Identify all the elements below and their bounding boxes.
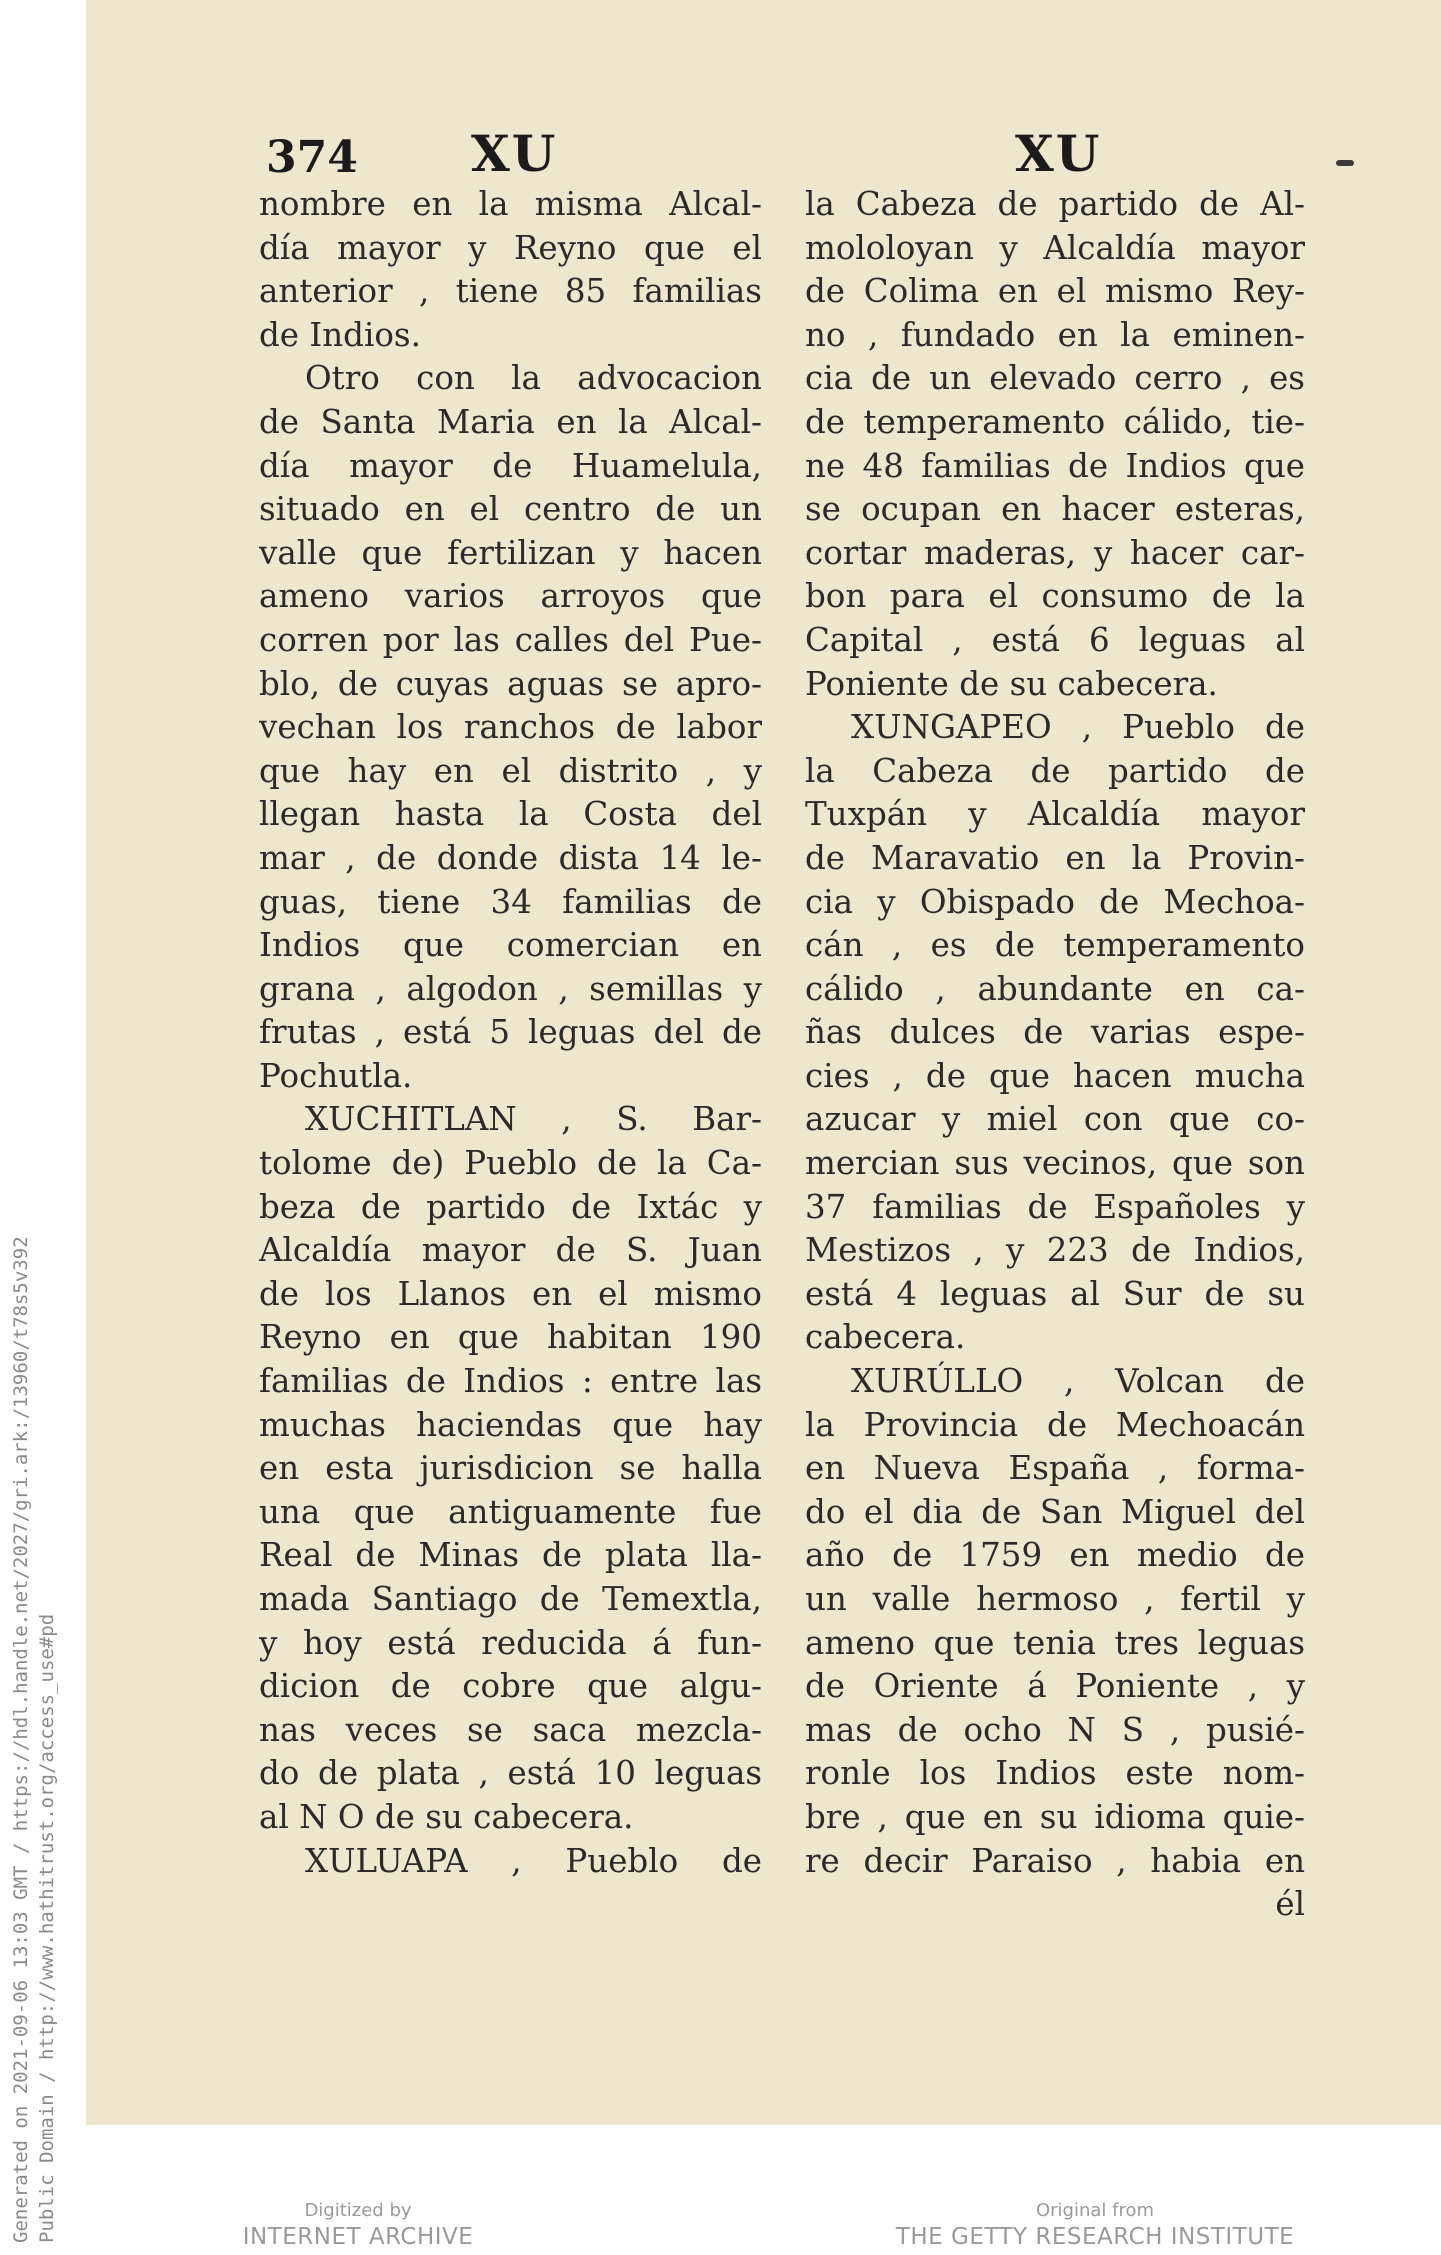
text-line: día mayor de Huamelula, (259, 446, 762, 485)
text-line: de Oriente á Poniente , y (805, 1667, 1305, 1706)
text-line: re decir Paraiso , habia en (805, 1841, 1305, 1880)
text-line: familias de Indios : entre las (259, 1362, 762, 1401)
text-line: nas veces se saca mezcla- (259, 1710, 762, 1749)
text-line: ameno varios arroyos que (259, 577, 762, 616)
text-line: de los Llanos en el mismo (259, 1274, 762, 1313)
running-head-left: XU (471, 124, 558, 183)
text-line: una que antiguamente fue (259, 1492, 762, 1531)
text-line: frutas , está 5 leguas del de (259, 1013, 762, 1052)
text-line: un valle hermoso , fertil y (805, 1580, 1305, 1618)
text-line: no , fundado en la eminen- (805, 315, 1305, 354)
text-line: anterior , tiene 85 familias (259, 272, 762, 311)
text-line: azucar y miel con que co- (805, 1100, 1305, 1139)
text-line: cálido , abundante en ca- (805, 969, 1305, 1008)
text-line: Poniente de su cabecera. (805, 664, 1218, 703)
text-line: tolome de) Pueblo de la Ca- (259, 1144, 762, 1183)
text-line: mercian sus vecinos, que son (805, 1144, 1305, 1183)
text-line: cia de un elevado cerro , es (805, 359, 1305, 398)
text-line: mas de ocho N S , pusié- (805, 1710, 1305, 1749)
text-line: Tuxpán y Alcaldía mayor (805, 795, 1305, 834)
text-line: do de plata , está 10 leguas (259, 1754, 762, 1793)
digitized-by-credit (148, 2200, 568, 2252)
digitized-by-label: Digitized by (304, 2200, 412, 2221)
text-line: cies , de que hacen mucha (805, 1056, 1305, 1095)
text-line: ronle los Indios este nom- (805, 1754, 1305, 1793)
text-line: Otro con la advocacion (305, 359, 762, 398)
text-line: cortar maderas, y hacer car- (805, 533, 1305, 572)
page-number: 374 (266, 132, 358, 183)
text-line: Reyno en que habitan 190 (259, 1318, 762, 1357)
text-line: blo, de cuyas aguas se apro- (259, 664, 762, 703)
text-line: mar , de donde dista 14 le- (259, 838, 762, 877)
text-line: valle que fertilizan y hacen (259, 533, 762, 572)
text-line: bre , que en su idioma quie- (805, 1797, 1305, 1836)
text-line: guas, tiene 34 familias de (259, 882, 762, 921)
text-line: Real de Minas de plata lla- (259, 1536, 762, 1575)
text-line: corren por las calles del Pue- (259, 620, 762, 659)
text-line: al N O de su cabecera. (259, 1797, 634, 1836)
access-notice-line-2: Public Domain / http://www.hathitrust.org/access_use#pd (36, 1613, 58, 2243)
text-line: Capital , está 6 leguas al (805, 620, 1305, 659)
text-line: ameno que tenia tres leguas (805, 1623, 1305, 1662)
text-line: cia y Obispado de Mechoa- (805, 882, 1305, 921)
digitizer-name: INTERNET ARCHIVE (242, 2224, 474, 2250)
source-institution-name: THE GETTY RESEARCH INSTITUTE (895, 2224, 1295, 2250)
text-line: de Santa Maria en la Alcal- (259, 402, 762, 441)
text-line: Indios que comercian en (259, 926, 762, 965)
original-from-credit (885, 2200, 1305, 2252)
text-line: ñas dulces de varias espe- (805, 1013, 1305, 1052)
right-text-column (805, 183, 1305, 1927)
text-line: 37 familias de Españoles y (805, 1187, 1305, 1226)
text-line: llegan hasta la Costa del (259, 795, 762, 834)
text-line: Mestizos , y 223 de Indios, (805, 1231, 1305, 1270)
text-line: día mayor y Reyno que el (259, 228, 762, 267)
text-line: de Colima en el mismo Rey- (805, 272, 1305, 311)
text-line: dicion de cobre que algu- (259, 1667, 762, 1706)
text-line: año de 1759 en medio de (805, 1536, 1305, 1575)
text-line: de Maravatio en la Provin- (805, 838, 1305, 877)
access-notice (2, 1043, 72, 2243)
text-line: nombre en la misma Alcal- (259, 185, 762, 223)
ink-mark (1336, 160, 1354, 166)
text-line: está 4 leguas al Sur de su (805, 1274, 1305, 1313)
text-line: muchas haciendas que hay (259, 1405, 762, 1444)
text-line: Alcaldía mayor de S. Juan (259, 1231, 762, 1270)
left-text-column (259, 183, 762, 1883)
entry-heading-line: XULUAPA , Pueblo de (305, 1841, 762, 1880)
text-line: en Nueva España , forma- (805, 1449, 1305, 1488)
text-line: que hay en el distrito , y (259, 751, 762, 790)
text-line: bon para el consumo de la (805, 577, 1305, 616)
text-line: se ocupan en hacer esteras, (805, 490, 1305, 529)
text-line: mada Santiago de Temextla, (259, 1580, 762, 1618)
text-line: y hoy está reducida á fun- (259, 1623, 762, 1662)
running-head-right: XU (1015, 124, 1102, 183)
text-line: vechan los ranchos de labor (259, 708, 762, 747)
text-line: Pochutla. (259, 1056, 413, 1095)
text-line: la Cabeza de partido de Al- (805, 185, 1305, 223)
entry-heading-line: XUCHITLAN , S. Bar- (305, 1100, 762, 1139)
text-line: cabecera. (805, 1318, 966, 1357)
entry-heading-line: XURÚLLO , Volcan de (851, 1362, 1305, 1401)
original-from-label: Original from (1035, 2200, 1155, 2221)
text-line: la Provincia de Mechoacán (805, 1405, 1305, 1444)
text-line: de temperamento cálido, tie- (805, 402, 1305, 441)
text-line: de Indios. (259, 315, 421, 354)
text-line: la Cabeza de partido de (805, 751, 1305, 790)
access-notice-line-1: Generated on 2021-09-06 13:03 GMT / https://hdl.handle.net/2027/gri.ark:/13960/t78s5v392 (10, 1236, 32, 2243)
text-line: en esta jurisdicion se halla (259, 1449, 762, 1488)
entry-heading-line: XUNGAPEO , Pueblo de (851, 708, 1305, 747)
text-line: do el dia de San Miguel del (805, 1492, 1305, 1531)
text-line: cán , es de temperamento (805, 926, 1305, 965)
text-line: ne 48 familias de Indios que (805, 446, 1305, 485)
catchword: él (1275, 1885, 1305, 1924)
text-line: situado en el centro de un (259, 490, 762, 529)
text-line: mololoyan y Alcaldía mayor (805, 228, 1305, 267)
text-line: beza de partido de Ixtác y (259, 1187, 762, 1226)
text-line: grana , algodon , semillas y (259, 969, 762, 1008)
